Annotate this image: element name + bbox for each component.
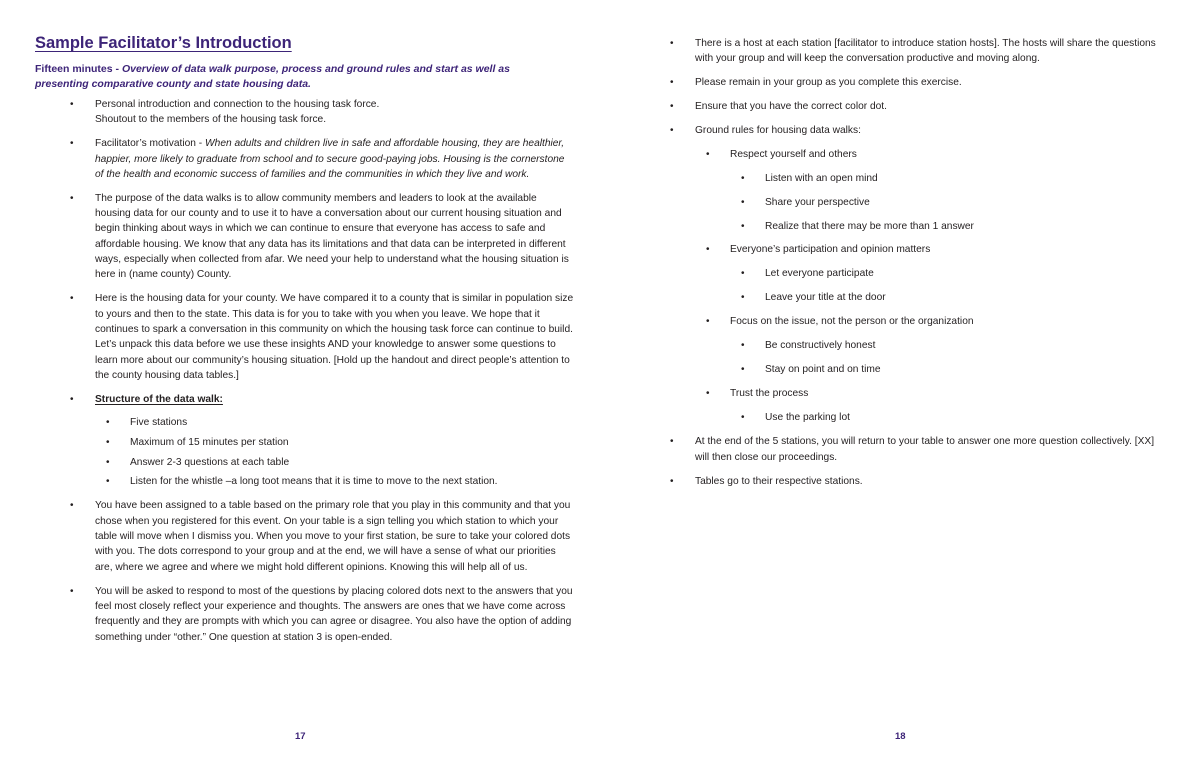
rule-subitem: • Share your perspective [765,195,1165,210]
motivation-lead: Facilitator’s motivation - [95,138,206,150]
list-item: • There is a host at each station [facilitator to introduce station hosts]. The hosts will share the questions with your group and will keep the conversation productive and moving along. [695,36,1165,67]
list-item: • The purpose of the data walks is to allow community members and leaders to look at the available housing data for our county and to use it to have a conversation about our current housing situation and begin thinking about ways in which we can continue to ensure that everyone has access to safe and affordable housing. We know that any data has its limitations and that data can be interpreted in different ways, especially when collected from afar. We need your help to understand what the housing situation is here in (name county) County. [95,191,575,283]
right-page [600,0,1200,776]
list-item: • Please remain in your group as you complete this exercise. [695,75,1165,90]
structure-item: • Five stations [130,415,575,430]
rule-item [730,386,1165,425]
list-item [95,97,575,128]
rule-subitem: • Use the parking lot [765,410,1165,425]
page-title: Sample Facilitator’s Introduction [35,34,292,52]
page-subtitle [35,62,555,92]
rule-subitem: • Let everyone participate [765,266,1165,281]
rule-subitem: • Realize that there may be more than 1 answer [765,219,1165,234]
ground-rules-list [695,147,1165,426]
list-item [95,136,575,182]
list-item: • You have been assigned to a table based on the primary role that you play in this community and that you chose when you registered for this event. On your table is a sign telling you which station to which your table will move when I dismiss you. When you move to your first station, be sure to take your colored dots with you. The dots correspond to your group and at the end, we will have a sense of what our priorities are, where we agree and where we might hold different opinions. Knowing this will help all of us. [95,498,575,574]
intro-line: Personal introduction and connection to the housing task force. [95,99,380,110]
subtitle-text: Overview of data walk purpose, process and ground rules and start as well as presenting comparative county and state housing data. [35,63,510,91]
rule-subitem: • Stay on point and on time [765,362,1165,377]
structure-item: • Maximum of 15 minutes per station [130,435,575,450]
rule-item [730,314,1165,377]
ground-rules-heading: Ground rules for housing data walks: [695,125,861,137]
rule-subitem: • Listen with an open mind [765,171,1165,186]
list-item: • Ensure that you have the correct color dot. [695,99,1165,114]
page-number: 18 [895,731,906,742]
rule-subitems [730,171,1165,234]
motivation-text: When adults and children live in safe and affordable housing, they are healthier, happier, more likely to graduate from school and to secure good-paying jobs. Housing is the cornerstone of the health and economic success of families and the communities in which they live and work. [95,138,565,180]
rule-subitem: • Be constructively honest [765,338,1165,353]
structure-item: • Listen for the whistle –a long toot means that it is time to move to the next station. [130,474,575,489]
rule-label: Everyone’s participation and opinion matters [730,244,931,256]
rule-subitem: • Leave your title at the door [765,290,1165,305]
left-bullet-list [95,97,575,654]
list-item: • Tables go to their respective stations. [695,474,1165,489]
rule-subitems [730,410,1165,425]
structure-heading: Structure of the data walk: [95,393,223,405]
rule-subitems [730,338,1165,377]
subtitle-lead: Fifteen minutes - [35,63,122,75]
shoutout-line: Shoutout to the members of the housing task force. [95,114,327,126]
right-bullet-list [695,36,1165,498]
list-item [95,392,575,490]
structure-list [95,415,575,490]
list-item: • You will be asked to respond to most of the questions by placing colored dots next to the answers that you feel most closely reflect your experience and thoughts. The answers are ones that we have come across frequently and they are prompts with which you can agree or disagree. You also have the option of adding something under “other.” One question at station 3 is open-ended. [95,584,575,645]
structure-item: • Answer 2-3 questions at each table [130,455,575,470]
rule-label: Focus on the issue, not the person or the organization [730,316,974,328]
list-item: • Here is the housing data for your county. We have compared it to a county that is similar in population size to yours and then to the state. This data is for you to take with you when you leave. We hope that it continues to spark a conversation in this community on which the housing task force can continue to build. Let’s unpack this data before we use these insights AND your knowledge to answer some questions to learn more about our community’s housing situation. [Hold up the handout and direct people’s attention to the county housing data tables.] [95,291,575,383]
rule-item [730,147,1165,234]
rule-subitems [730,266,1165,305]
rule-label: Trust the process [730,388,809,400]
rule-label: Respect yourself and others [730,148,857,160]
page-number: 17 [295,731,306,742]
list-item: • At the end of the 5 stations, you will return to your table to answer one more question collectively. [XX] will then close our proceedings. [695,434,1165,465]
rule-item [730,242,1165,305]
list-item [695,123,1165,425]
